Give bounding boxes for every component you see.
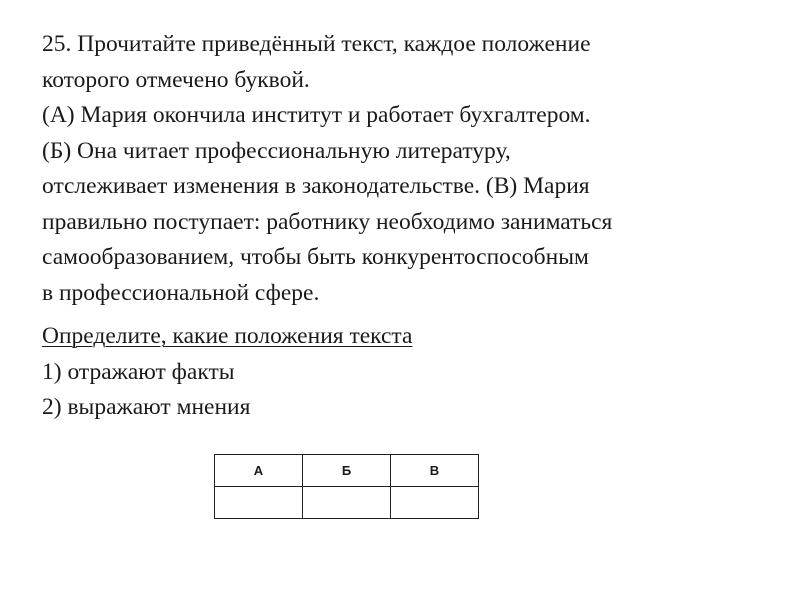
task-line: правильно поступает: работнику необходимо заниматься xyxy=(42,208,613,235)
answer-table-answer-row xyxy=(215,487,479,519)
paragraph-spacer xyxy=(42,311,762,319)
answer-table xyxy=(214,454,479,519)
answer-cell-v[interactable] xyxy=(391,487,479,519)
answer-table-header-cell-a: А xyxy=(215,455,303,487)
answer-table-header-row xyxy=(215,455,479,487)
task-line: (А) Мария окончила институт и работает бухгалтером. xyxy=(42,102,591,128)
answer-cell-b[interactable] xyxy=(303,487,391,519)
task-text-block xyxy=(42,27,762,426)
task-line: 25. Прочитайте приведённый текст, каждое положение xyxy=(42,31,591,57)
instruction-heading: Определите, какие положения текста xyxy=(42,323,413,349)
task-line: в профессиональной сфере. xyxy=(42,279,320,306)
task-line: самообразованием, чтобы быть конкурентоспособным xyxy=(42,244,589,270)
instruction-option: 2) выражают мнения xyxy=(42,394,251,420)
answer-table-header-cell-v: В xyxy=(391,455,479,487)
answer-cell-a[interactable] xyxy=(215,487,303,519)
task-line: которого отмечено буквой. xyxy=(42,66,310,93)
task-line: отслеживает изменения в законодательстве. (В) Мария xyxy=(42,173,590,199)
task-line: (Б) Она читает профессиональную литературу, xyxy=(42,137,511,164)
instruction-option: 1) отражают факты xyxy=(42,358,235,385)
answer-table-header-cell-b: Б xyxy=(303,455,391,487)
